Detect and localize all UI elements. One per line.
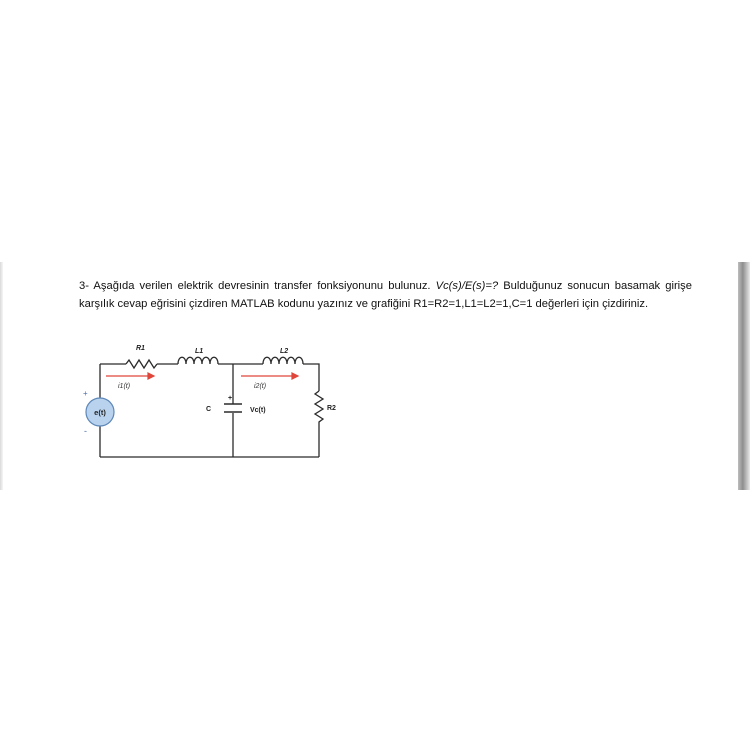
source-plus: +: [83, 389, 88, 398]
question-text: [79, 277, 692, 313]
resistor-r1: [126, 360, 157, 368]
inductor-l1: [178, 357, 218, 364]
question-text-part2: Bulduğunuz sonucun basamak girişe karşılık cevap eğrisini çizdiren MATLAB kodunu yazınız ve grafiğini R1=R2=1,L1=L2=1,C=1 değerleri için çizdiriniz.: [79, 280, 692, 310]
label-cap-plus: +: [228, 395, 233, 402]
current-arrows: [106, 373, 298, 379]
inductor-l2: [263, 357, 303, 364]
label-l2: L2: [280, 348, 289, 355]
circuit-wires: [100, 357, 323, 457]
label-r1: R1: [136, 345, 145, 352]
question-text-part1: Aşağıda verilen elektrik devresinin transfer fonksiyonunu bulunuz.: [93, 280, 436, 292]
resistor-r2: [315, 391, 323, 457]
source-label: e(t): [94, 408, 106, 417]
label-c: C: [206, 406, 212, 413]
page-left-edge: [0, 262, 3, 490]
question-number: 3-: [79, 280, 94, 292]
page-right-edge-shadow: [738, 262, 750, 490]
label-vc: Vc(t): [250, 407, 266, 414]
capacitor-c: [224, 404, 242, 412]
source-minus: -: [84, 426, 87, 436]
label-l1: L1: [195, 348, 204, 355]
label-i1: i1(t): [118, 383, 131, 390]
circuit-diagram: [78, 336, 358, 466]
label-r2: R2: [327, 405, 336, 412]
transfer-function-formula: Vc(s)/E(s)=?: [435, 280, 499, 292]
label-i2: i2(t): [254, 383, 267, 390]
